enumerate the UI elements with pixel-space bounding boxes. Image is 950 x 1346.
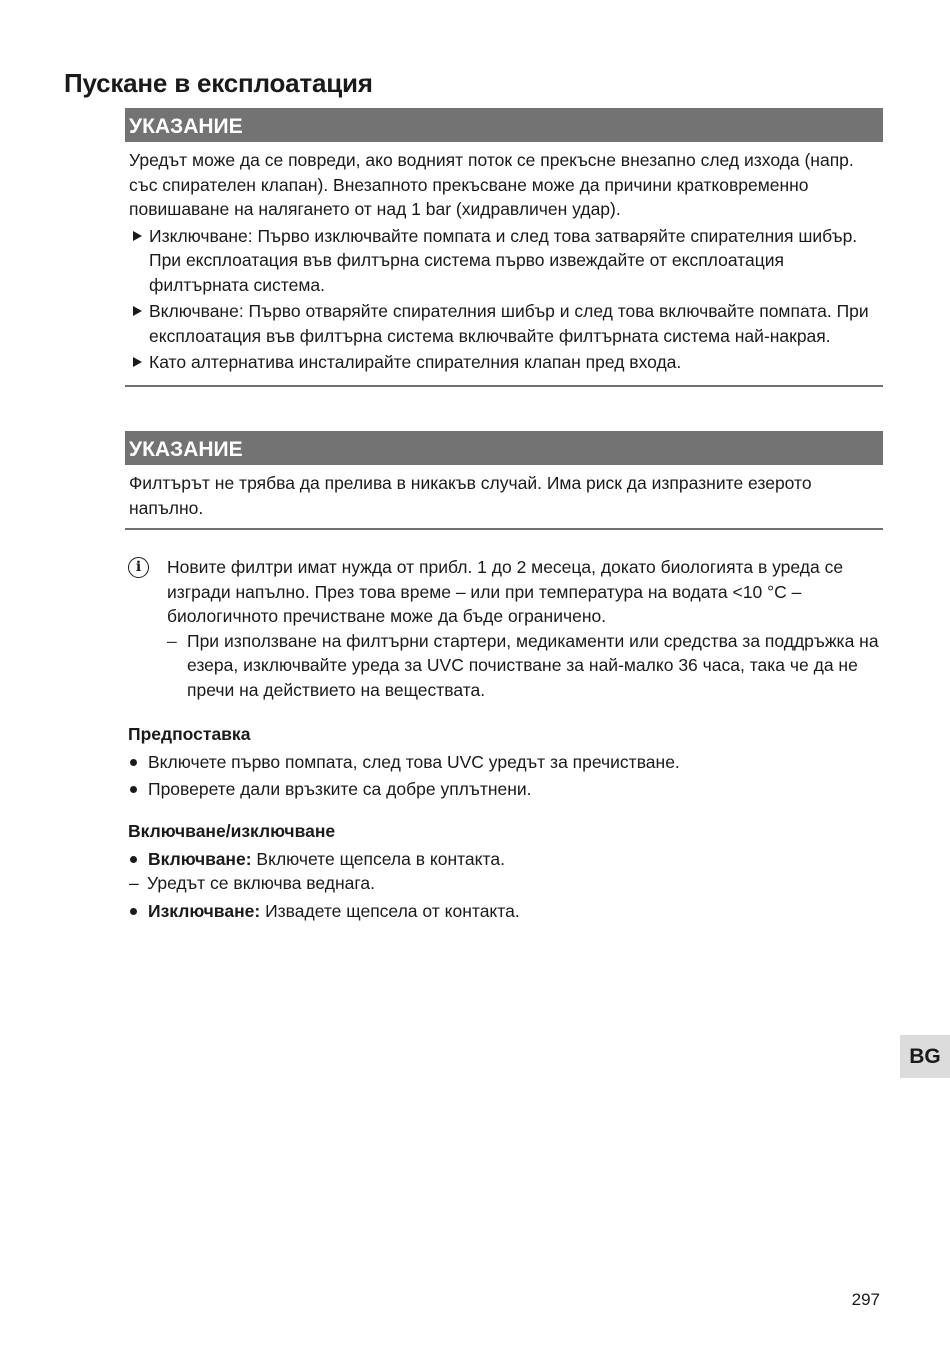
notice-text: Филтърът не трябва да прелива в никакъв случай. Има риск да изпразните езерото напълно.	[129, 473, 812, 518]
switch-on-label: Включване:	[148, 848, 252, 869]
list-item: Включете първо помпата, след това UVC уредът за пречистване.	[128, 750, 883, 775]
switch-off-label: Изключване:	[148, 900, 261, 921]
notice-box	[125, 108, 883, 387]
notice-body	[125, 465, 883, 528]
notice-body	[125, 142, 883, 385]
info-icon: i	[128, 557, 149, 578]
switch-off-text: Извадете щепсела от контакта.	[260, 900, 520, 921]
info-note	[128, 555, 883, 702]
switch-on-result: – Уредът се включва веднага.	[128, 871, 883, 896]
switch-on-text: Включете щепсела в контакта.	[251, 848, 505, 869]
instruction-list	[129, 224, 883, 375]
switching-section	[128, 819, 883, 926]
info-sub-item: – При използване на филтърни стартери, медикаменти или средства за поддръжка на езера, изключвайте уреда за UVC почистване за най-малко 36 часа, така че да не пречи на действието на веществата.	[167, 629, 883, 703]
prerequisite-section	[128, 722, 883, 805]
section-heading: Предпоставка	[128, 724, 251, 744]
notice-header: УКАЗАНИЕ	[125, 108, 883, 142]
switching-list	[128, 847, 883, 924]
prerequisite-list	[128, 750, 883, 802]
instruction-item: Изключване: Първо изключвайте помпата и след това затваряйте спирателния шибър. При експлоатация във филтърна система първо извеждайте от експлоатация филтърната система.	[129, 224, 883, 298]
notice-box	[125, 431, 883, 530]
notice-header: УКАЗАНИЕ	[125, 431, 883, 465]
page-title: Пускане в експлоатация	[64, 68, 373, 98]
info-text: Новите филтри имат нужда от прибл. 1 до 2 месеца, докато биологията в уреда се изгради напълно. През това време – или при температура на водата <10 °C – биологичното пречистване може да бъде ограничено.	[167, 557, 844, 626]
instruction-item: Като алтернатива инсталирайте спирателния клапан пред входа.	[129, 350, 883, 375]
language-tab: BG	[900, 1035, 950, 1078]
list-item	[128, 899, 883, 924]
section-heading: Включване/изключване	[128, 821, 336, 841]
page-number: 297	[851, 1290, 880, 1309]
list-item: Проверете дали връзките са добре уплътнени.	[128, 777, 883, 802]
instruction-item: Включване: Първо отваряйте спирателния шибър и след това включвайте помпата. При експлоатация във филтърна система включвайте филтърната система най-накрая.	[129, 299, 883, 348]
info-sub-list	[167, 629, 883, 703]
list-item	[128, 847, 883, 896]
notice-text: Уредът може да се повреди, ако водният поток се прекъсне внезапно след изхода (напр. със спирателен клапан). Внезапното прекъсване може да причини кратковременно повишаване на налягането от над 1 bar (хидравличен удар).	[129, 150, 854, 219]
